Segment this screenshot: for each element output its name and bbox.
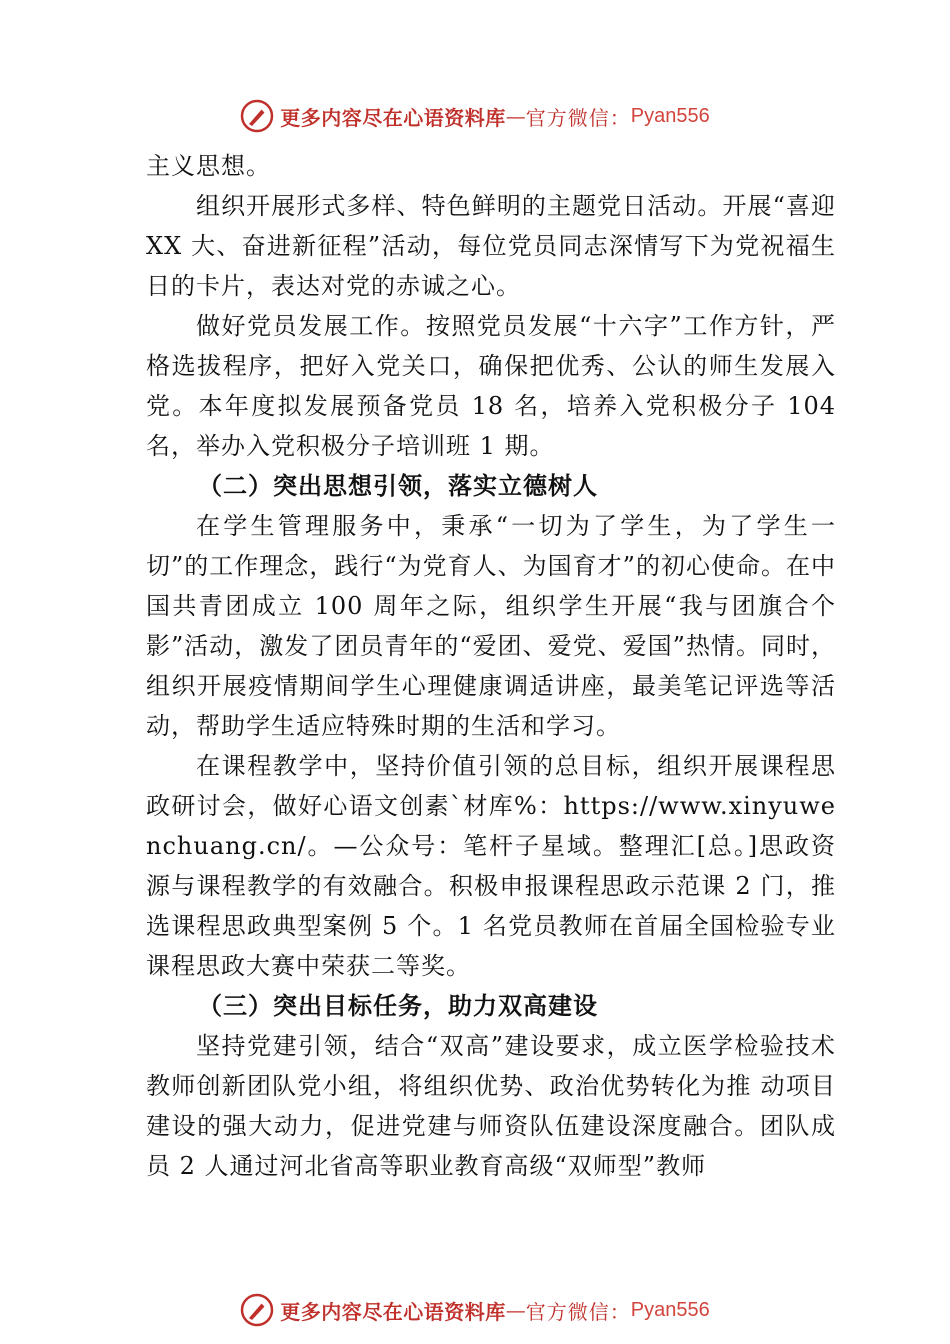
- section-heading-2: （二）突出思想引领，落实立德树人: [198, 471, 598, 500]
- pen-nib-logo-icon: [240, 1293, 274, 1327]
- banner-dash: —: [505, 104, 526, 128]
- footer-banner: [0, 1290, 950, 1330]
- footer-official-label: 官方微信：: [525, 1299, 631, 1324]
- paragraph-6: 坚持党建引领，结合“双高”建设要求，成立医学检验技术教师创新团队党小组，将组织优势、政治优势转化为推 动项目建设的强大动力，促进党建与师资队伍建设深度融合。团队成员 2 人通过河北省高等职业教育高级“双师型”教师: [146, 1032, 836, 1180]
- paragraph-3: 做好党员发展工作。按照党员发展“十六字”工作方针，严格选拔程序，把好入党关口，确保把优秀、公认的师生发展入党。本年度拟发展预备党员 18 名，培养入党积极分子 104 名，举办入党积极分子培训班 1 期。: [146, 312, 836, 460]
- banner-wechat-id: Pyan556: [630, 104, 710, 127]
- paragraph-2: 组织开展形式多样、特色鲜明的主题党日活动。开展“喜迎 XX 大、奋进新征程”活动，每位党员同志深情写下为党祝福生日的卡片，表达对党的赤诚之心。: [146, 192, 836, 300]
- banner-brand-text: 更多内容尽在心语资料库: [280, 105, 506, 130]
- document-body: [146, 146, 836, 1186]
- section-heading-3: （三）突出目标任务，助力双高建设: [198, 991, 598, 1020]
- paragraph-4: 在学生管理服务中，秉承“一切为了学生，为了学生一切”的工作理念，践行“为党育人、为国育才”的初心使命。在中国共青团成立 100 周年之际，组织学生开展“我与团旗合个影”活动，激发了团员青年的“爱团、爱党、爱国”热情。同时，组织开展疫情期间学生心理健康调适讲座，最美笔记评选等活动，帮助学生适应特殊时期的生活和学习。: [146, 512, 836, 740]
- banner-official-label: 官方微信：: [525, 105, 631, 130]
- header-banner: [0, 96, 950, 136]
- paragraph-1: 主义思想。: [146, 152, 271, 180]
- footer-dash: —: [505, 1298, 526, 1322]
- footer-wechat-id: Pyan556: [630, 1298, 710, 1321]
- pen-nib-logo-icon: [240, 99, 274, 133]
- footer-brand-text: 更多内容尽在心语资料库: [280, 1299, 506, 1324]
- paragraph-5: 在课程教学中，坚持价值引领的总目标，组织开展课程思政研讨会，做好心语文创素`材库%：https://www.xinyuwenchuang.cn/。—公众号：笔杆子星域。整理汇[总。]思政资源与课程教学的有效融合。积极申报课程思政示范课 2 门，推选课程思政典型案例 5 个。1 名党员教师在首届全国检验专业课程思政大赛中荣获二等奖。: [146, 752, 836, 980]
